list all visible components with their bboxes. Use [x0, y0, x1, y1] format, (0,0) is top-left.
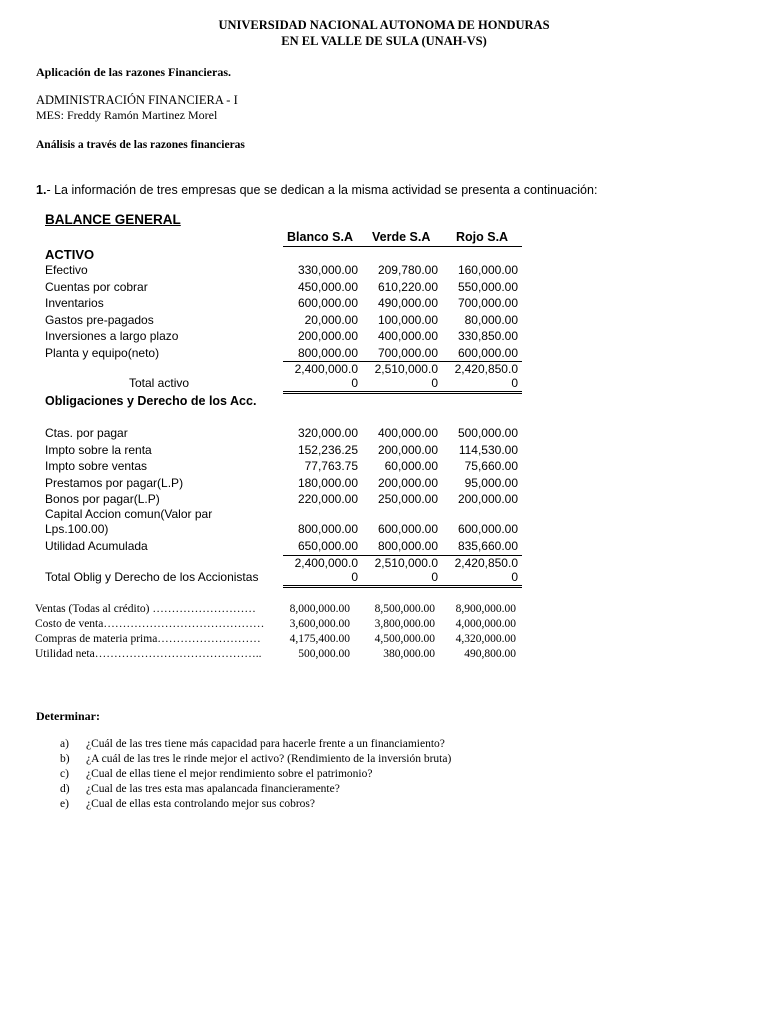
value-blanco: 500,000.00 [298, 648, 350, 660]
row-label: Efectivo [45, 263, 88, 277]
row-label: Inversiones a largo plazo [45, 329, 179, 343]
row-label: Planta y equipo(neto) [45, 345, 160, 360]
column-rojo: Rojo S.A [456, 230, 509, 244]
value-rojo: 500,000.00 [457, 426, 518, 440]
value-verde: 200,000.00 [377, 442, 438, 457]
item-text: ¿Cual de ellas esta controlando mejor sus cobros? [86, 798, 315, 810]
topic-title: Análisis a través de las razones financieras [36, 139, 245, 151]
item-text: ¿Cual de las tres esta mas apalancada financieramente? [86, 783, 340, 795]
balance-title: BALANCE GENERAL [45, 212, 181, 227]
table-row [0, 346, 768, 362]
subject-title: Aplicación de las razones Financieras. [36, 65, 231, 79]
value-blanco: 2,400,000.0 [294, 556, 358, 570]
item-key: c) [60, 768, 69, 780]
value-verde: 490,000.00 [377, 296, 438, 310]
total-double-line [283, 585, 522, 588]
total-double-line [283, 391, 522, 394]
table-row [0, 426, 768, 442]
total-activo-label: Total activo [129, 376, 190, 390]
value-verde: 610,220.00 [377, 279, 438, 294]
value-rojo: 835,660.00 [457, 539, 518, 553]
item-text: ¿A cuál de las tres le rinde mejor el activo? (Rendimiento de la inversión bruta) [86, 753, 452, 765]
value-verde: 3,800,000.00 [374, 618, 435, 630]
capital-row-label-line [0, 507, 768, 523]
item-key: e) [60, 798, 69, 810]
total-oblig-label: Total Oblig y Derecho de los Accionistas [45, 570, 259, 584]
value-blanco: 3,600,000.00 [289, 618, 350, 630]
table-row [0, 280, 768, 296]
value-blanco: 20,000.00 [304, 312, 358, 327]
table-row [0, 522, 768, 538]
summary-label: Costo de venta…………………………………… [35, 618, 265, 630]
value-verde: 0 [431, 376, 438, 390]
value-verde: 250,000.00 [377, 492, 438, 506]
value-blanco: 0 [351, 376, 358, 390]
row-label: Impto sobre la renta [45, 442, 152, 457]
university-campus: EN EL VALLE DE SULA (UNAH-VS) [281, 34, 487, 48]
value-verde: 400,000.00 [377, 329, 438, 343]
summary-label: Ventas (Todas al crédito) ……………………… [35, 603, 256, 615]
value-blanco: 4,175,400.00 [289, 633, 350, 645]
obligaciones-heading: Obligaciones y Derecho de los Acc. [45, 394, 257, 408]
value-rojo: 160,000.00 [457, 263, 518, 277]
value-rojo: 700,000.00 [457, 296, 518, 310]
value-verde: 2,510,000.0 [374, 362, 438, 376]
row-label: Ctas. por pagar [45, 426, 128, 440]
table-row [0, 476, 768, 492]
table-row [0, 492, 768, 508]
activo-heading: ACTIVO [45, 247, 95, 262]
value-rojo: 75,660.00 [464, 459, 518, 473]
value-rojo: 550,000.00 [457, 279, 518, 294]
value-rojo: 114,530.00 [458, 442, 518, 457]
table-row [0, 539, 768, 555]
summary-label: Utilidad neta…………………………………….. [35, 648, 262, 660]
value-blanco: 200,000.00 [297, 329, 358, 343]
total-activo-row-continued [0, 376, 768, 392]
value-rojo: 2,420,850.0 [454, 556, 518, 570]
table-row [0, 329, 768, 345]
row-label: Prestamos por pagar(L.P) [45, 475, 184, 490]
value-rojo: 8,900,000.00 [455, 603, 516, 615]
table-row [0, 313, 768, 329]
value-rojo: 600,000.00 [457, 522, 518, 536]
value-rojo: 80,000.00 [464, 312, 518, 327]
item-key: b) [60, 753, 70, 765]
row-label: Lps.100.00) [45, 522, 109, 536]
value-verde: 0 [431, 570, 438, 584]
question-number: 1. [36, 183, 47, 197]
row-label: Utilidad Acumulada [45, 539, 148, 553]
teacher-name: MES: Freddy Ramón Martinez Morel [36, 108, 218, 122]
value-verde: 60,000.00 [384, 459, 438, 473]
value-verde: 2,510,000.0 [374, 556, 438, 570]
value-blanco: 2,400,000.0 [294, 362, 358, 376]
header-underline [283, 246, 522, 247]
value-verde: 100,000.00 [377, 312, 438, 327]
question-text: - La información de tres empresas que se dedican a la misma actividad se presenta a continuación: [46, 183, 598, 197]
table-row [0, 443, 768, 459]
value-rojo: 490,800.00 [464, 648, 516, 660]
total-oblig-row-continued [0, 570, 768, 586]
value-blanco: 77,763.75 [304, 459, 358, 473]
question-1 [36, 183, 597, 197]
row-label: Cuentas por cobrar [45, 279, 148, 294]
value-blanco: 800,000.00 [297, 345, 358, 360]
row-label: Impto sobre ventas [45, 459, 148, 473]
value-verde: 209,780.00 [377, 263, 438, 277]
university-name: UNIVERSIDAD NACIONAL AUTONOMA DE HONDURAS [218, 18, 550, 32]
table-row [0, 263, 768, 279]
row-label: Capital Accion comun(Valor par [45, 507, 213, 521]
value-rojo: 0 [511, 570, 518, 584]
value-rojo: 200,000.00 [457, 492, 518, 506]
value-verde: 400,000.00 [377, 426, 438, 440]
value-blanco: 152,236.25 [297, 442, 358, 457]
value-blanco: 220,000.00 [297, 492, 358, 506]
value-blanco: 180,000.00 [297, 475, 358, 490]
row-label: Inventarios [45, 296, 104, 310]
column-blanco: Blanco S.A [287, 230, 353, 244]
item-text: ¿Cual de ellas tiene el mejor rendimiento sobre el patrimonio? [86, 768, 373, 780]
value-blanco: 800,000.00 [297, 522, 358, 536]
item-key: d) [60, 783, 70, 795]
determinar-heading: Determinar: [36, 709, 100, 723]
value-rojo: 2,420,850.0 [454, 362, 518, 376]
value-rojo: 95,000.00 [464, 475, 518, 490]
value-rojo: 0 [511, 376, 518, 390]
row-label: Gastos pre-pagados [45, 312, 154, 327]
value-verde: 800,000.00 [377, 539, 438, 553]
value-verde: 600,000.00 [377, 522, 438, 536]
column-verde: Verde S.A [372, 230, 431, 244]
row-label: Bonos por pagar(L.P) [45, 492, 160, 506]
value-verde: 700,000.00 [377, 345, 438, 360]
value-verde: 380,000.00 [383, 648, 435, 660]
value-blanco: 600,000.00 [297, 296, 358, 310]
table-row [0, 459, 768, 475]
course-title: ADMINISTRACIÓN FINANCIERA - I [36, 93, 238, 107]
table-row [0, 296, 768, 312]
value-rojo: 4,000,000.00 [455, 618, 516, 630]
item-text: ¿Cuál de las tres tiene más capacidad para hacerle frente a un financiamiento? [86, 738, 445, 750]
value-verde: 4,500,000.00 [374, 633, 435, 645]
value-blanco: 650,000.00 [297, 539, 358, 553]
value-rojo: 330,850.00 [457, 329, 518, 343]
value-blanco: 320,000.00 [297, 426, 358, 440]
value-blanco: 450,000.00 [297, 279, 358, 294]
value-blanco: 0 [351, 570, 358, 584]
value-verde: 8,500,000.00 [374, 603, 435, 615]
item-key: a) [60, 738, 69, 750]
value-rojo: 4,320,000.00 [455, 633, 516, 645]
summary-label: Compras de materia prima……………………… [35, 633, 261, 645]
value-blanco: 330,000.00 [297, 263, 358, 277]
value-verde: 200,000.00 [377, 475, 438, 490]
value-blanco: 8,000,000.00 [289, 603, 350, 615]
value-rojo: 600,000.00 [457, 345, 518, 360]
